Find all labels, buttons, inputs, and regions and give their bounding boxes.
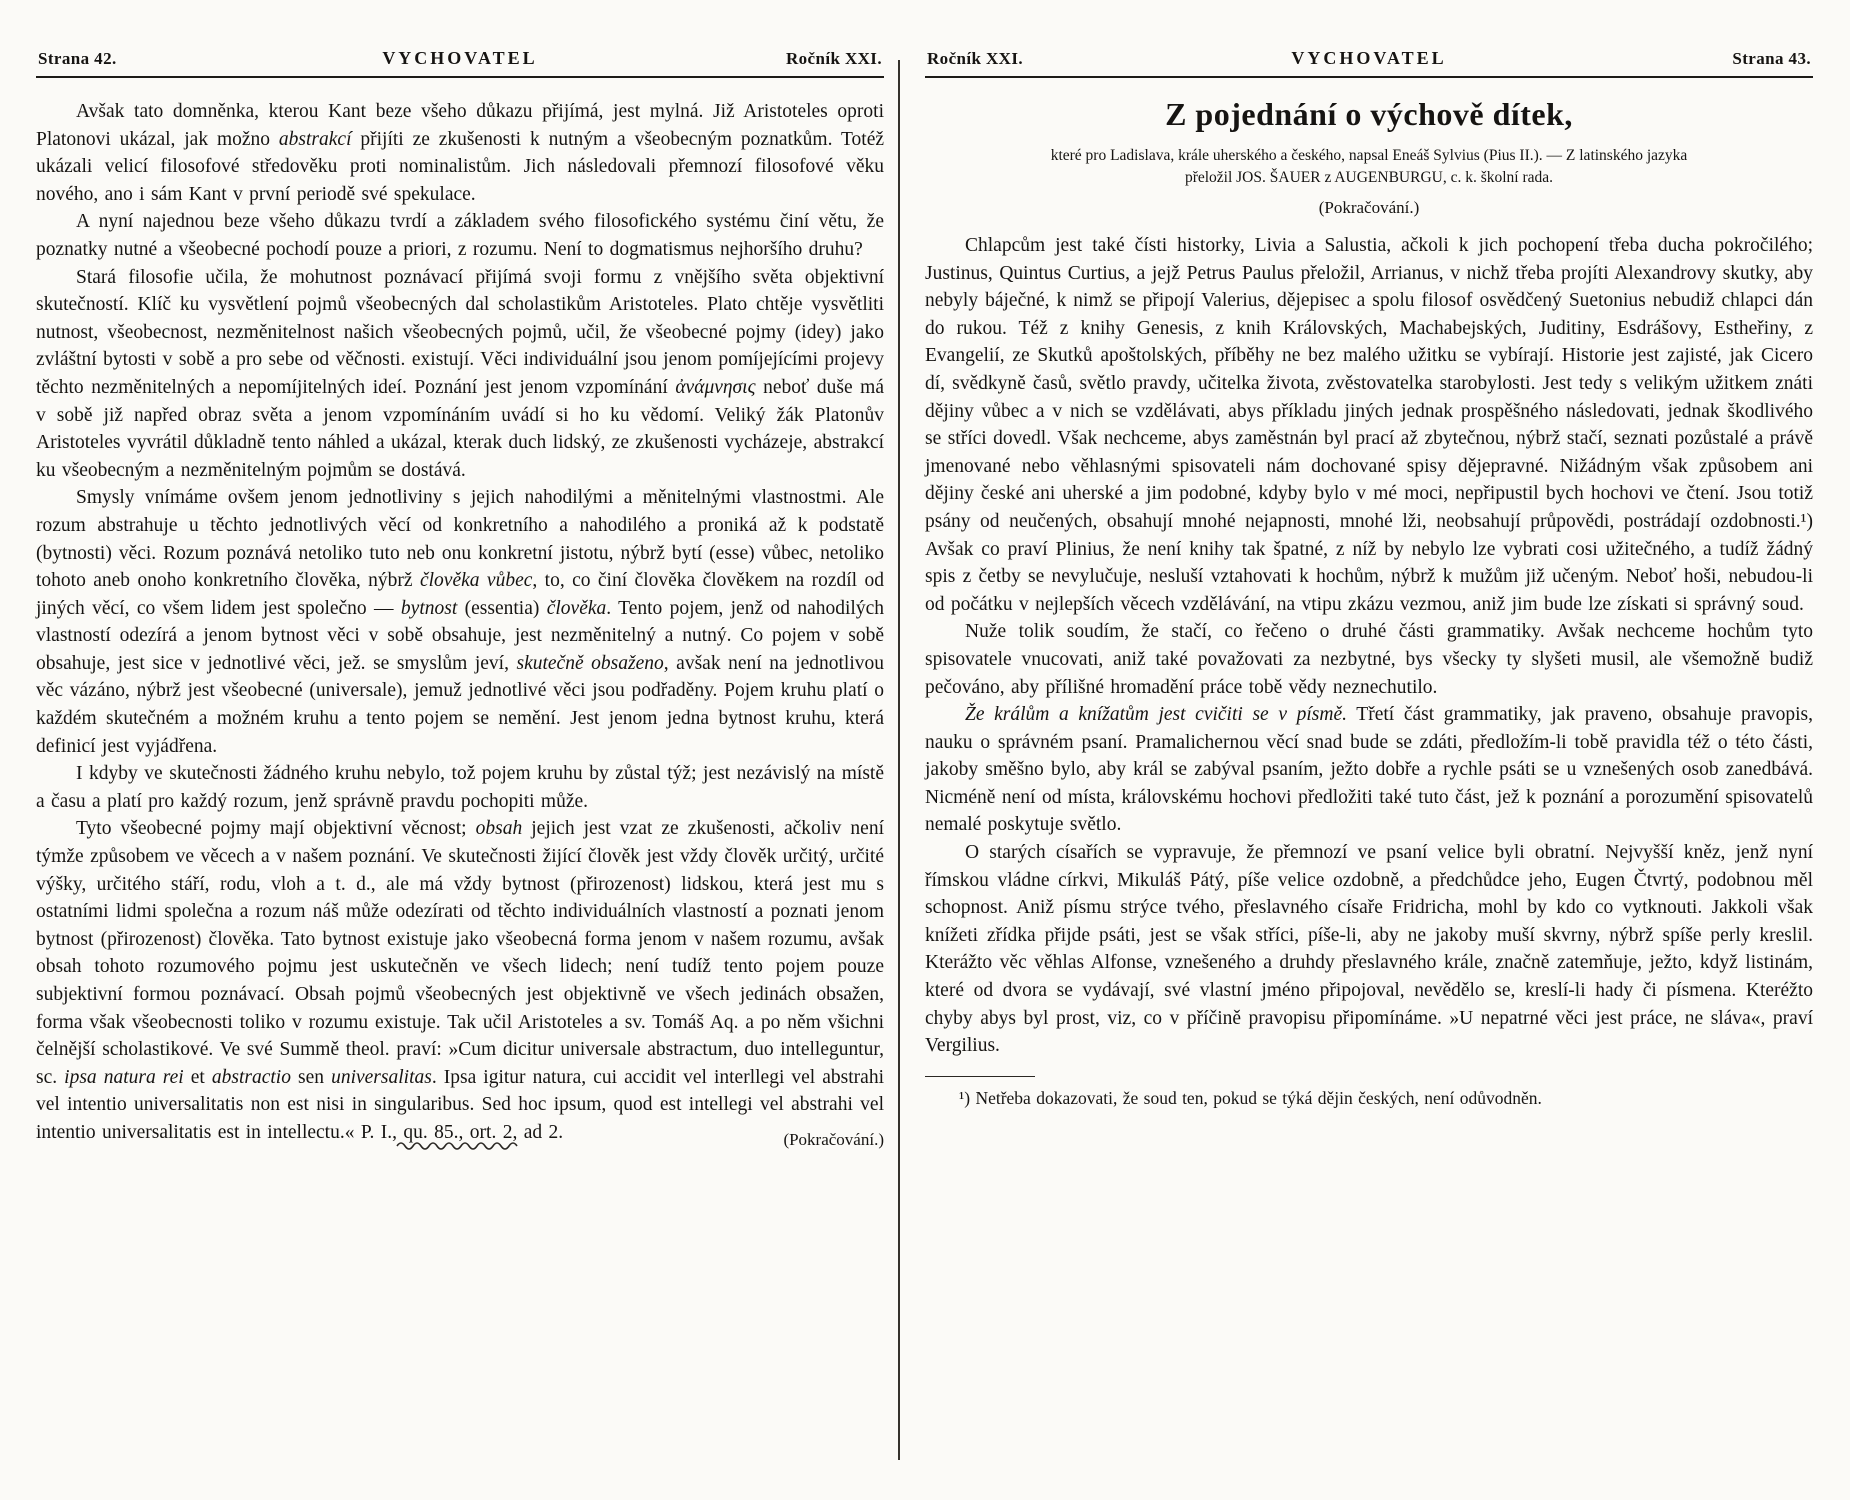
paragraph: Chlapcům jest také čísti historky, Livia a Salustia, ačkoli k jich pochopení třeba ducha pokročilého; Justinus, Quintus Curtius, a jejž Petrus Paulus přeložil, Arrianus, v nichž třeba projíti Alexandrovy skutky, aby nebyly báječné, k nimž se připojí Valerius, dějepisec a spolu filosof osvědčený Suetonius nebudiž chlapci dán do rukou. Též z knihy Genesis, z knih Královských, Machabejských, Juditiny, Esdrášovy, Estheřiny, z Evangelií, ze Skutků apoštolských, příběhy ne bez malého užitku se vybírají. Historie jest zajisté, jak Cicero dí, svědkyně časů, světlo pravdy, učitelka života, zvěstovatelka starobylosti. Jest tedy s velikým užitkem znáti dějiny vůbec a v nich se vzdělávati, abys příkladu jiných jednak prospěšného následovati, jednak škodlivého se stříci dovedl. Však nechceme, abys zaměstnán byl prací až zbytečnou, nýbrž stačí, seznati pozůstalé a právě jmenované nebo věhlasnými spisovateli nám dochované spisy dějepravné. Nižádným však způsobem ani dějiny české ani uherské a jim podobné, kdyby bylo v mé moci, nepřipustil bych hochovi ve čtení. Jsou totiž psány od neučených, obsahují mnohé nejapnosti, mnohé lži, neobsahují průpovědi, postrádají ozdobnosti.¹) Avšak co praví Plinius, že není knihy tak špatné, z níž by nebylo lze vybrati cosi užitečného, a tudíž žádný spis z četby se nevylučuje, nesluší vztahovati k hochům, nýbrž k mužům již učeným. Neboť hoši, nebudou-li od počátku v nejlepších věcech vzdělávání, na vtipu zkázu vezmou, aniž jim bude lze získati si správný soud. [925,235,1813,615]
masthead-left: VYCHOVATEL [382,48,538,68]
page-number-left: Strana 42. [38,49,117,68]
paragraph: Tyto všeobecné pojmy mají objektivní věcnost; obsah jejich jest vzat ze zkušenosti, ačkoliv není týmže způsobem ve věcech a v našem poznání. Ve skutečnosti žijící člověk jest vždy člověk určitý, určité výšky, určitého stáří, rodu, vloh a t. d., ale má vždy bytnost (přirozenost) lidskou, která jest mu s ostatními lidmi společna a rozum náš může odezírati od těchto individuálních vlastností a poznati jenom bytnost (přirozenost) člověka. Tato bytnost existuje jako všeobecná forma jenom v našem rozumu, avšak obsah tohoto rozumového pojmu jest uskutečněn ve všech lidech; není tudíž tento pojem pouze subjektivní formou poznávací. Obsah pojmů všeobecných jest objektivně ve všech jedinách obsažen, forma však všeobecnosti toliko v rozumu existuje. Tak učil Aristoteles a sv. Tomáš Aq. a po něm všichni čelnější scholastikové. Ve své Summě theol. praví: »Cum dicitur universale abstractum, duo intelleguntur, sc. ipsa natura rei et abstractio sen universalitas. Ipsa igitur natura, cui accidit vel interllegi vel abstrahi vel intentio universalitatis non est nisi in singularibus. Sed hoc ipsum, quod est intellegi vel abstrahi vel intentio universalitatis est in intellectu.« P. I., qu. 85., ort. 2, ad 2. [36,818,885,1143]
volume-label-left: Ročník XXI. [785,49,882,68]
paragraph: Že králům a knížatům jest cvičiti se v písmě. Třetí část grammatiky, jak praveno, obsahuje pravopis, nauku o správném psaní. Pramalichernou věcí snad bude se zdáti, předložím-li tobě pravidla též o této části, jakoby směšno bylo, aby král se zabýval psaním, ježto dobře a rychle psáti se u vznešených osob zanedbává. Nicméně není od místa, královskému hochovi předložiti také tuto část, jež k poznání a porozumění spisovatelů nemalé poskytuje světlo. [925,704,1814,836]
volume-label-right: Ročník XXI. [927,49,1024,68]
page-right-body [925,232,1813,1060]
page-left-header [36,48,884,78]
paragraph: O starých císařích se vypravuje, že přemnozí ve psaní velice byli obratní. Nejvyšší kněz, jenž nyní římskou vládne církvi, Mikuláš Pátý, píše velice ozdobně, a předchůdce jeho, Eugen Čtvrtý, podobnou měl schopnost. Aniž písmu strýce tvého, přeslavného císaře Fridricha, mohl by kdo co vytknouti. Jakkoli však knížeti zřídka přijde psáti, jest se však stříci, píše-li, aby ne jakoby muší skvrny, nýbrž spíše perly kreslil. Kterážto věc věhlas Alfonse, vznešeného a druhdy přeslavného krále, značně zatemňuje, ježto, když listinám, které od dvora se vydávají, své vlastní jméno připojoval, nevědělo se, kreslí-li hady či písmena. Kteréžto chyby abys byl prost, viz, co v příčině pravopisu připomínáme. »U nepatrné věci jest práce, ne sláva«, praví Vergilius. [925,842,1813,1057]
paragraph: Avšak tato domněnka, kterou Kant beze všeho důkazu přijímá, jest mylná. Již Aristoteles oproti Platonovi ukázal, jak možno abstrakcí přijíti ze zkušenosti k nutným a všeobecným poznatkům. Totéž ukázali velicí filosofové středověku proti nominalistům. Jich následovali přemnozí filosofové věku nového, ano i sám Kant v první periodě své spekulace. [36,101,884,205]
paragraph: Smysly vnímáme ovšem jenom jednotliviny s jejich nahodilými a měnitelnými vlastnostmi. Ale rozum abstrahuje u těchto jednotlivých věcí od konkretního a nahodilého a proniká až k podstatě (bytnosti) věci. Rozum poznává netoliko tuto neb onu konkretní jistotu, nýbrž bytí (esse) vůbec, netoliko tohoto aneb onoho konkretního člověka, nýbrž člověka vůbec, to, co činí člověka člověkem na rozdíl od jiných věcí, co všem lidem jest společno — bytnost (essentia) člověka. Tento pojem, jenž od nahodilých vlastností odezírá a jenom bytnost věci v sobě obsahuje, jest nezměnitelný a nutný. Co pojem v sobě obsahuje, jest sice v jednotlivé věci, jež. se smyslům jeví, skutečně obsaženo, avšak není na jednotlivou věc vázáno, nýbrž jest všeobecné (universale), jemuž jednotlivé věci jsou podřaděny. Pojem kruhu platí o každém skutečném a možném kruhu a tento pojem se nemění. Jest jenom jedna bytnost kruhu, která definicí jest vyjádřena. [36,487,884,757]
paragraph: Nuže tolik soudím, že stačí, co řečeno o druhé části grammatiky. Avšak nechceme hochům tyto spisovatele vnucovati, aniž také považovati za nezbytné, bys všecky ty slyšeti musil, ale všemožně budiž pečováno, aby přílišné hromadění práce tobě vědy neznechutilo. [925,621,1813,698]
article-subtitle-line1: které pro Ladislava, krále uherského a českého, napsal Eneáš Sylvius (Pius II.). — Z latinského jazyka [1050,147,1688,164]
page-right [925,48,1813,1110]
page-left-body [36,98,884,1147]
page-divider [898,60,900,1460]
footnote-text: ¹) Netřeba dokazovati, že soud ten, pokud se týká dějin českých, není odůvodněn. [959,1087,1542,1108]
wavy-divider [395,1138,525,1156]
masthead-right: VYCHOVATEL [1291,48,1447,68]
article-subtitle-line2: přeložil JOS. ŠAUER z AUGENBURGU, c. k. školní rada. [1184,169,1554,186]
footnote-block [925,1076,1813,1110]
page-number-right: Strana 43. [1732,49,1812,68]
article-title: Z pojednání o výchově dítek, [1165,96,1573,132]
page-right-header [925,48,1813,78]
article-subtitle [929,145,1809,189]
page-left [36,48,884,1157]
paragraph: I kdyby ve skutečnosti žádného kruhu nebylo, tož pojem kruhu by zůstal týž; jest nezávislý na místě a času a platí pro každý rozum, jenž správně pravdu pochopiti může. [36,763,884,812]
paragraph: Stará filosofie učila, že mohutnost poznávací přijímá svoji formu z vnějšího světa objektivní skutečností. Klíč ku vysvětlení pojmů všeobecných dal scholastikům Aristoteles. Plato chtěje vysvětliti nutnost, všeobecnost, nezměnitelnost našich všeobecných pojmů, učil, že všeobecné pojmy (idey) jako zvláštní bytosti v sobě a pro sebe od věčnosti. existují. Věci individuální jsou jenom pomíjejícími projevy těchto nezměnitelných a nepomíjitelných ideí. Poznání jest jenom vzpomínání ἀνάμνησις neboť duše má v sobě již napřed obraz světa a jenom vzpomínáním uvádí si ho ku vědomí. Veliký žák Platonův Aristoteles vyvrátil důkladně tento náhled a ukázal, kterak duch lidský, ze zkušenosti vycházeje, abstrakcí ku všeobecným a nezměnitelným pojmům se dostává. [36,266,884,481]
continuation-note-right: (Pokračování.) [1318,198,1420,217]
paragraph: A nyní najednou beze všeho důkazu tvrdí a základem svého filosofického systému činí větu, že poznatky nutné a všeobecné pochodí pouze a priori, z rozumu. Není to dogmatismus nejhoršího druhu? [36,211,884,260]
continuation-note-left: (Pokračování.) [783,1129,884,1149]
footnote-rule [925,1076,1035,1077]
